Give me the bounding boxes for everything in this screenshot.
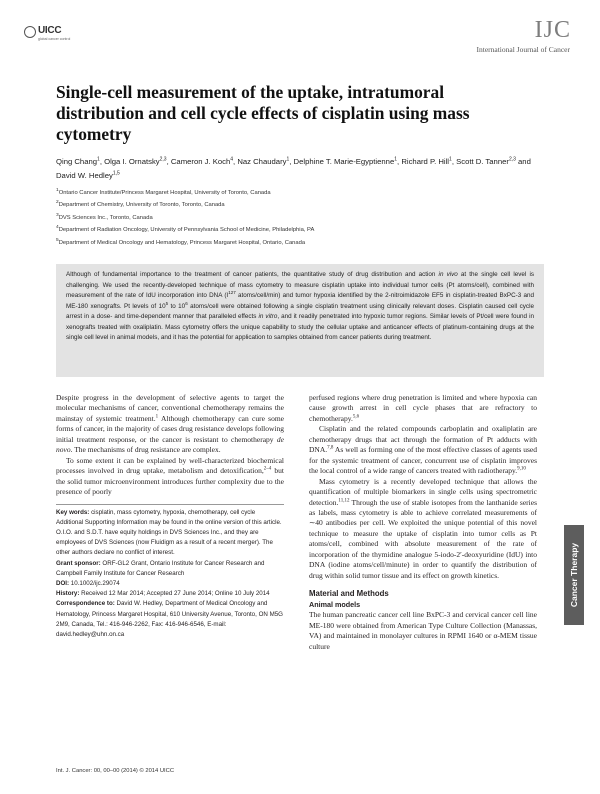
author-affiliation-mark: 1 <box>449 156 452 163</box>
uicc-logo <box>24 20 72 50</box>
author-name: Scott D. Tanner <box>456 157 509 166</box>
affiliation-mark: 4 <box>56 225 59 231</box>
supporting-info: Additional Supporting Information may be found in the online version of this article. <box>56 518 282 526</box>
author-affiliation-mark: 1,5 <box>112 169 120 176</box>
globe-icon <box>24 26 36 38</box>
author-affiliation-mark: 1 <box>394 156 398 163</box>
side-tab-label: Cancer Therapy <box>569 542 579 608</box>
author-list: Qing Chang$^1$, Olga I. Ornatsky$^{2,3}$, Cameron J. Koch$^4$, Naz Chaudary$^1$, Delphine T. Marie-Egyptienne$^1$, Richard P. Hill$^1$, Scott D. Tanner$^{2,3}$ and David W. Hedley$^{1,5}$ <box>56 156 531 180</box>
keywords: Key words: cisplatin, mass cytometry, hypoxia, chemotherapy, cell cycle <box>56 508 256 516</box>
paragraph: Mass cytometry is a recently developed technique that allows the quantification of multiple biomarkers in single cells using spectrometric detection.$^{11,12}$ Through the use of stable isotopes from the lanthanide series as labels, mass cytometry is able to achieve correlated measurements of ∼40 antibodies per cell. We exploited the unique potential of this novel technique to measure the uptake of cisplatin into tumor cells as Pt atoms/cell, combined with absolute measurement of the rate of incorporation of the thymidine analogue 5-iodo-2′-deoxyuridine (IdU) into DNA (iodine atoms/cell/minute) in order to quantify the distribution of drug within solid tumor tissue and its effect on growth kinetics. <box>309 476 537 580</box>
methods-text <box>309 610 537 652</box>
affiliation-mark: 5 <box>56 237 59 243</box>
affiliation-mark: 1 <box>56 188 59 193</box>
conflict-statement: O.I.O. and S.D.T. have equity holdings in DVS Sciences Inc., and they are employees of DVS Sciences (now Fluidigm as a result of a recent merger). The other authors declare no conflict of interest. <box>56 528 273 557</box>
affiliation-mark: 3 <box>56 212 59 218</box>
author-affiliation-mark: 1 <box>286 156 290 163</box>
author-name: Cameron J. Koch <box>170 157 231 166</box>
grant-sponsor: Grant sponsor: ORF-GL2 Grant, Ontario Institute for Cancer Research and Campbell Family Institute for Cancer Research <box>56 559 265 577</box>
page-footer: Int. J. Cancer: 00, 00–00 (2014) © 2014 UICC <box>56 768 175 774</box>
abstract-box <box>56 264 544 377</box>
affiliation-text: Ontario Cancer Institute/Princess Margaret Hospital, University of Toronto, Canada <box>58 189 271 196</box>
affiliation <box>56 198 536 210</box>
author-name: David W. Hedley <box>56 170 113 180</box>
author-affiliation-mark: 1 <box>97 156 100 163</box>
logo-subtext: global cancer control <box>38 37 71 41</box>
right-column <box>309 393 537 652</box>
article-title: Single-cell measurement of the uptake, intratumoral distribution and cell cycle effects of cisplatin using mass cytometry <box>56 82 470 144</box>
affiliation <box>56 236 536 248</box>
affiliation <box>56 211 536 223</box>
affiliation-text: Department of Radiation Oncology, University of Pennsylvania School of Medicine, Philadelphia, PA <box>58 227 315 234</box>
paragraph: Despite progress in the development of selective agents to target the molecular mechanisms of cancer, conventional chemotherapy remains the mainstay of systemic treatment.$^1$ Although chemotherapy can cure some forms of cancer, in the majority of cases drug resistance develops following initial treatment response, or the cancer is resistant to chemotherapy de novo. The mechanisms of drug resistance are complex. <box>56 393 285 455</box>
left-column <box>56 393 284 640</box>
logo-text: UICC <box>38 25 62 36</box>
subsection-heading: Animal models <box>309 600 361 610</box>
author-name: Naz Chaudary <box>237 157 287 166</box>
doi: DOI: 10.1002/ijc.29074 <box>56 579 120 587</box>
author-name: Qing Chang <box>56 157 98 166</box>
affiliation-text: DVS Sciences Inc., Toronto, Canada <box>58 214 153 221</box>
paragraph: Cisplatin and the related compounds carboplatin and oxaliplatin are chemotherapy drugs that act through the formation of Pt adducts with DNA.$^{7,8}$ As well as forming one of the most effective classes of agents used for the systemic treatment of cancer, concurrent use of cisplatin improves the local control of a wide range of cancers treated with radiotherapy.$^{9,10}$ <box>309 424 537 476</box>
author-affiliation-mark: 2,3 <box>159 156 167 163</box>
affiliation-list <box>56 186 536 248</box>
intro-text-right <box>309 393 537 581</box>
affiliation-text: Department of Medical Oncology and Hematology, Princess Margaret Hospital, Ontario, Canada <box>58 239 306 246</box>
affiliation <box>56 223 536 235</box>
section-heading: Material and Methods <box>309 589 389 599</box>
author-affiliation-mark: 4 <box>230 156 234 163</box>
paragraph: To some extent it can be explained by well-characterized biochemical processes involved in drug uptake, metabolism and detoxification,$^{2-4}$ but the solid tumor microenvironment introduces further complexity due to the presence of poorly <box>56 455 284 497</box>
article-metadata <box>56 504 284 641</box>
correspondence: Correspondence to: David W. Hedley, Department of Medical Oncology and Hematology, Princess Margaret Hospital, 610 University Avenue, Toronto, ON M5G 2M9, Canada, Tel.: 416-946-2262, Fax: 416-946-6546, E-mail: david.hedley@uhn.on.ca <box>56 600 283 638</box>
affiliation <box>56 186 536 198</box>
journal-full-name: International Journal of Cancer <box>476 45 570 54</box>
history: History: Received 12 Mar 2014; Accepted 27 June 2014; Online 10 July 2014 <box>56 590 270 598</box>
intro-text-left <box>56 393 284 498</box>
author-name: Richard P. Hill <box>401 157 450 166</box>
author-affiliation-mark: 2,3 <box>508 156 516 163</box>
affiliation-text: Department of Chemistry, University of Toronto, Toronto, Canada <box>58 202 225 209</box>
abstract-text: Although of fundamental importance to the treatment of cancer patients, the quantitative study of drug distribution and action in vivo at the single cell level is challenging. We used the recently-developed technique of mass cytometry to measure cisplatin uptake into individual tumor cells (Pt atoms/cell), combined with measurement of the rate of IdU incorporation into DNA ($I^{127}$ atoms/cell/min) and tumor hypoxia identified by the 2-nitroimidazole EF5 in cisplatin-treated BxPC-3 and ME-180 xenografts. Pt levels of $10^5$ to $10^6$ atoms/cell were obtained following a single cisplatin treatment using clinically relevant doses. Cisplatin caused cell cycle arrest in a dose- and time-dependent manner that paralleled effects in vitro, and it readily penetrated into hypoxic tumor regions. Similar levels of Pt/cell were found in xenografts treated with oxaliplatin. Mass cytometry offers the unique capability to study the cellular uptake and anticancer effects of platinum-containing drugs at the single cell level in animal models, and it has the potential for application to samples obtained from cancer patients during treatment. <box>66 271 535 341</box>
paragraph: perfused regions where drug penetration is limited and where hypoxia can cause growth arrest in cell cycle phases that are refractory to chemotherapy.$^{5,6}$ <box>309 393 537 423</box>
author-name: Olga I. Ornatsky <box>104 157 160 166</box>
affiliation-mark: 2 <box>56 200 59 206</box>
author-name: Delphine T. Marie-Egyptienne <box>293 157 395 166</box>
journal-abbreviation: IJC <box>534 17 571 43</box>
paragraph: The human pancreatic cancer cell line BxPC-3 and cervical cancer cell line ME-180 were obtained from American Type Culture Collection (Manassas, VA) and maintained in monolayer cultures in RPMI 1640 or α-MEM tissue culture <box>309 610 537 651</box>
